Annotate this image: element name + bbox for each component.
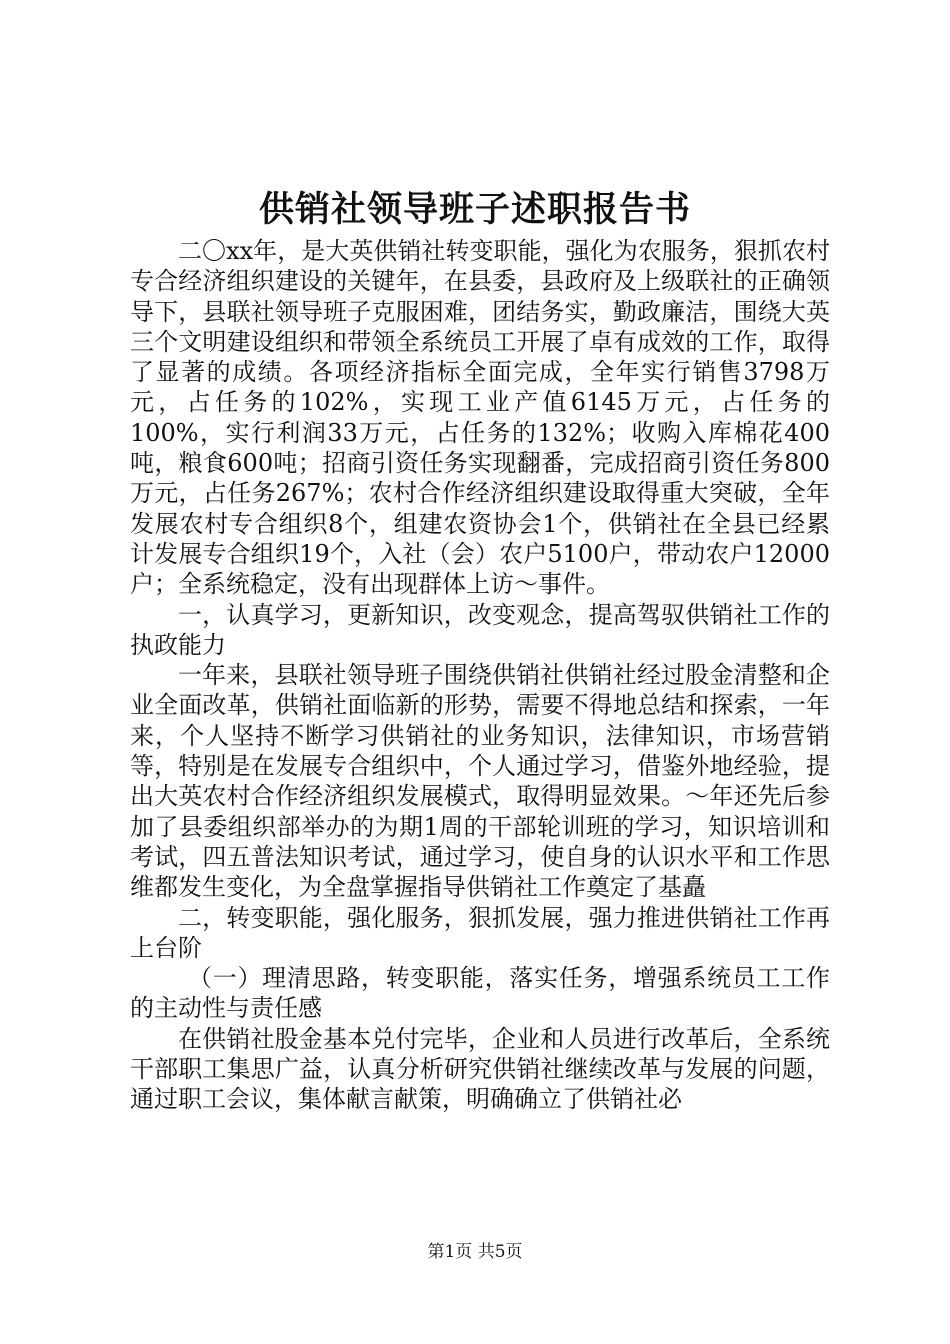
- paragraph-section-1: 一年来，县联社领导班子围绕供销社供销社经过股金清整和企业全面改革，供销社面临新的形势，需要不得地总结和探索，一年来，个人坚持不断学习供销社的业务知识，法律知识，市场营销等，特别是在发展专合组织中，个人通过学习，借鉴外地经验，提出大英农村合作经济组织发展模式，取得明显效果。～年还先后参加了县委组织部举办的为期1周的干部轮训班的学习，知识培训和考试，四五普法知识考试，通过学习，使自身的认识水平和工作思维都发生变化，为全盘掌握指导供销社工作奠定了基矗: [130, 661, 830, 902]
- paragraph-subsection-1: 在供销社股金基本兑付完毕，企业和人员进行改革后，全系统干部职工集思广益，认真分析研究供销社继续改革与发展的问题，通过职工会议，集体献言献策，明确确立了供销社必: [130, 1024, 830, 1114]
- section-heading-1: 一，认真学习，更新知识，改变观念，提高驾驭供销社工作的执政能力: [130, 600, 830, 659]
- section-heading-2: 二，转变职能，强化服务，狠抓发展，强力推进供销社工作再上台阶: [130, 903, 830, 962]
- page-footer: 第1页 共5页: [427, 1242, 523, 1262]
- paragraph-intro: 二〇xx年，是大英供销社转变职能，强化为农服务，狠抓农村专合经济组织建设的关键年，在县委，县政府及上级联社的正确领导下，县联社领导班子克服困难，团结务实，勤政廉洁，围绕大英三个文明建设组织和带领全系统员工开展了卓有成效的工作，取得了显著的成绩。各项经济指标全面完成，全年实行销售3798万元，占任务的102%，实现工业产值6145万元，占任务的100%，实行利润33万元，占任务的132%；收购入库棉花400吨，粮食600吨；招商引资任务实现翻番，完成招商引资任务800万元，占任务267%；农村合作经济组织建设取得重大突破，全年发展农村专合组织8个，组建农资协会1个，供销社在全县已经累计发展专合组织19个，入社（会）农户5100户，带动农户12000户；全系统稳定，没有出现群体上访～事件。: [130, 237, 830, 599]
- document-body: [130, 236, 830, 1115]
- document-title: 供销社领导班子述职报告书: [258, 189, 691, 230]
- subsection-heading-1: （一）理清思路，转变职能，落实任务，增强系统员工工作的主动性与责任感: [130, 964, 830, 1023]
